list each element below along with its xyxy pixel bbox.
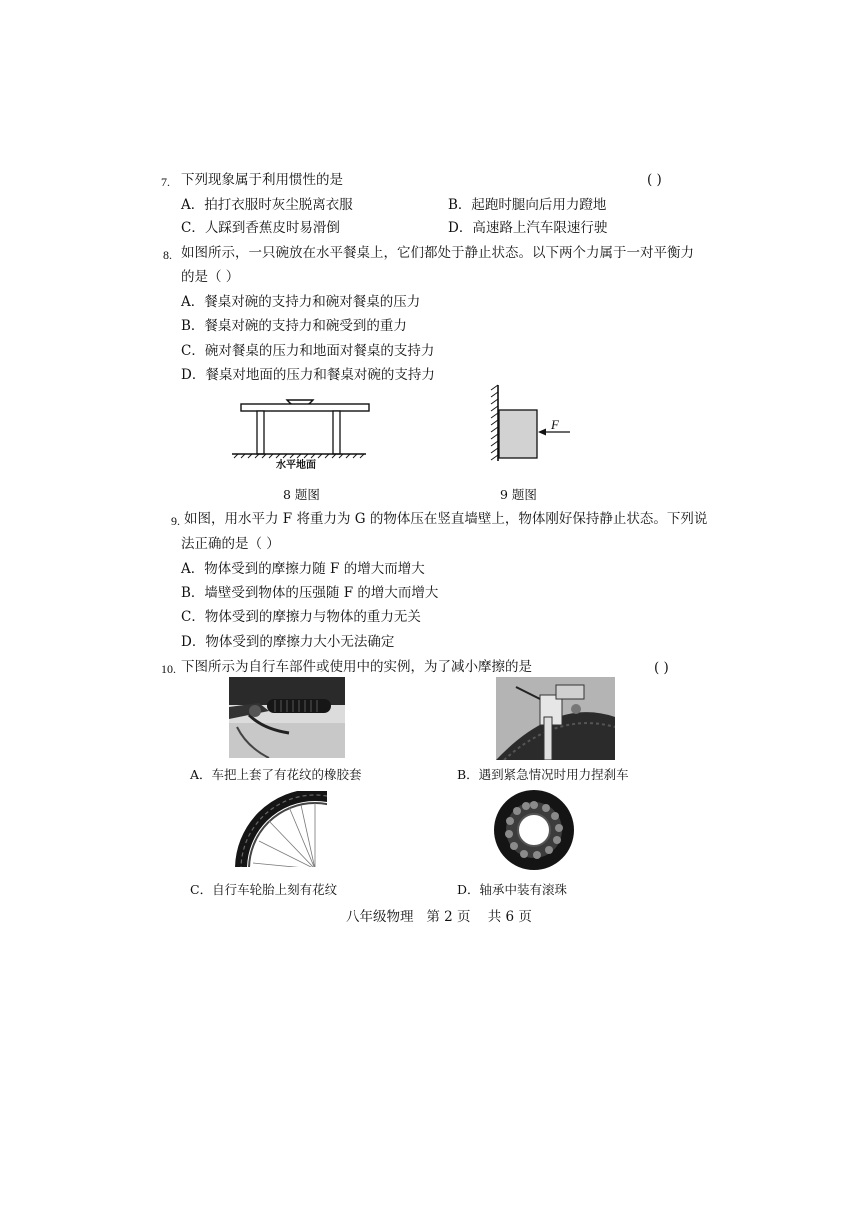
- q7-option-a: A．拍打衣服时灰尘脱离衣服: [181, 197, 353, 213]
- q7-number: 7.: [161, 175, 170, 189]
- q7-option-b: B．起跑时腿向后用力蹬地: [448, 197, 607, 213]
- handlebar-photo: [229, 677, 345, 758]
- q7-stem: 下列现象属于利用惯性的是: [181, 172, 343, 188]
- q9-stem-line2: 法正确的是（ ）: [181, 536, 280, 552]
- q9-number: 9.: [171, 514, 180, 528]
- q10-option-b: B．遇到紧急情况时用力捏刹车: [457, 767, 629, 782]
- tire-photo: [229, 791, 327, 867]
- q9-option-c: C．物体受到的摩擦力与物体的重力无关: [181, 609, 421, 625]
- page-footer: 八年级物理 第 2 页 共 6 页: [346, 909, 532, 925]
- q8-option-b: B．餐桌对碗的支持力和碗受到的重力: [181, 318, 407, 334]
- q10-number: 10.: [161, 662, 176, 676]
- q9-option-a: A．物体受到的摩擦力随 F 的增大而增大: [181, 561, 425, 577]
- q8-stem-line2: 的是（ ）: [181, 269, 240, 285]
- q10-option-a: A．车把上套了有花纹的橡胶套: [190, 767, 362, 782]
- brake-photo: [496, 677, 615, 760]
- bearing-photo: [491, 788, 577, 872]
- q8-number: 8.: [163, 248, 172, 262]
- q10-answer-bracket: ( ): [654, 660, 669, 676]
- fig9-force-label: F: [551, 417, 559, 432]
- fig9-caption: 9 题图: [500, 487, 537, 502]
- fig8-caption: 8 题图: [283, 487, 320, 502]
- q8-option-d: D．餐桌对地面的压力和餐桌对碗的支持力: [181, 367, 435, 383]
- q8-stem-line1: 如图所示，一只碗放在水平餐桌上，它们都处于静止状态。以下两个力属于一对平衡力: [181, 245, 694, 261]
- q9-option-b: B．墙壁受到物体的压强随 F 的增大而增大: [181, 585, 439, 601]
- q8-option-c: C．碗对餐桌的压力和地面对餐桌的支持力: [181, 343, 435, 359]
- q7-answer-bracket: ( ): [647, 172, 662, 188]
- fig9-wall-diagram: [482, 385, 592, 465]
- q10-option-c: C．自行车轮胎上刻有花纹: [190, 882, 338, 897]
- q9-stem-line1: 如图，用水平力 F 将重力为 G 的物体压在竖直墙壁上，物体刚好保持静止状态。下列说: [184, 511, 708, 527]
- q7-option-c: C．人踩到香蕉皮时易滑倒: [181, 220, 340, 236]
- q10-stem: 下图所示为自行车部件或使用中的实例，为了减小摩擦的是: [181, 659, 532, 675]
- fig8-ground-label: 水平地面: [276, 460, 316, 471]
- q9-option-d: D．物体受到的摩擦力大小无法确定: [181, 634, 395, 650]
- q10-option-d: D．轴承中装有滚珠: [457, 882, 568, 897]
- fig8-table-diagram: [228, 387, 378, 467]
- q7-option-d: D．高速路上汽车限速行驶: [448, 220, 608, 236]
- q8-option-a: A．餐桌对碗的支持力和碗对餐桌的压力: [181, 294, 421, 310]
